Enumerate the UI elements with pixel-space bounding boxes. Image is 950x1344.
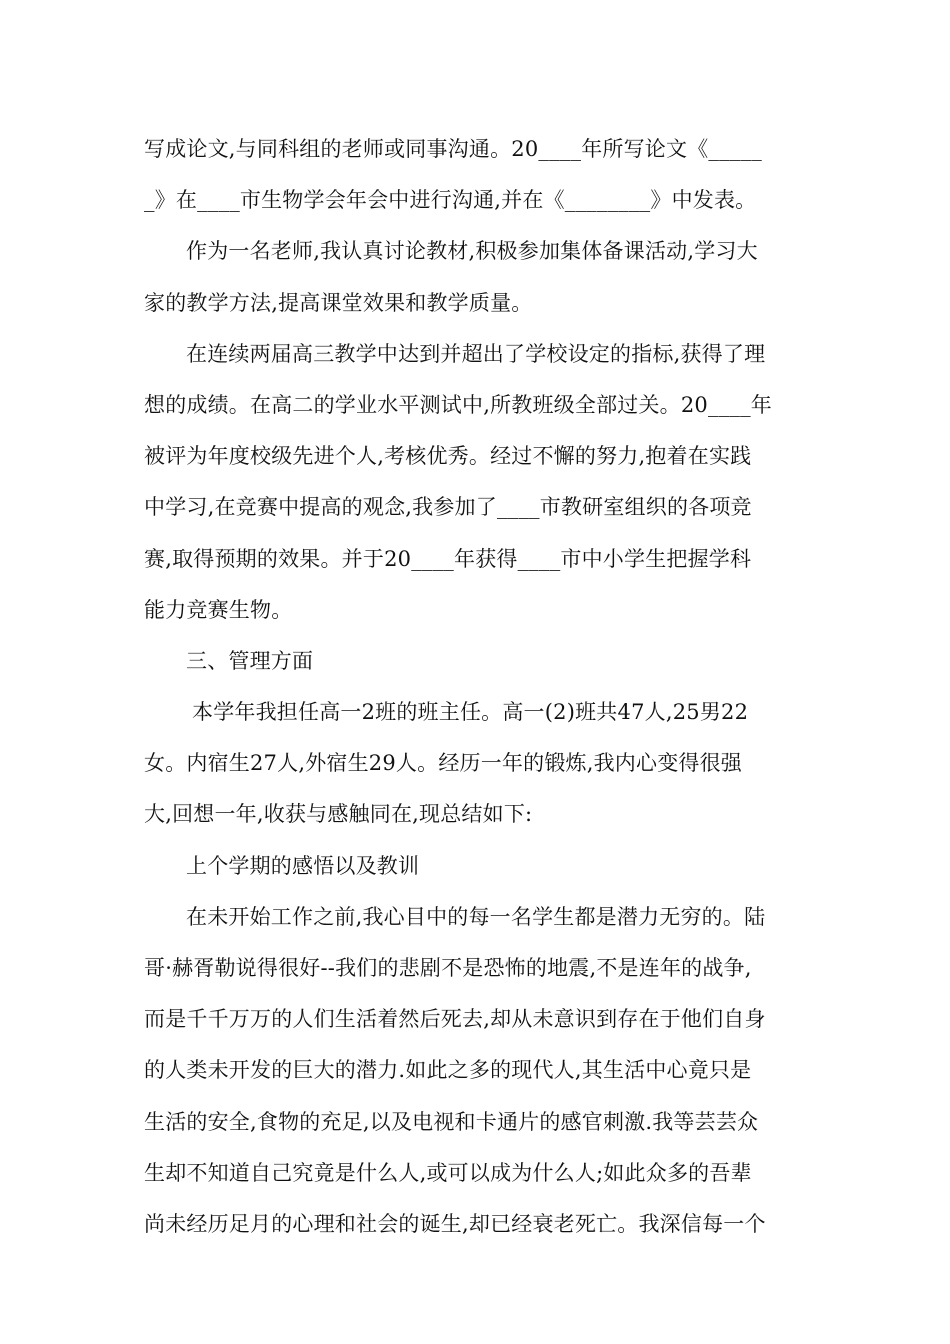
text-line: 女。内宿生27人,外宿生29人。经历一年的锻炼,我内心变得很强	[144, 751, 742, 776]
text-line: 大,回想一年,收获与感触同在,现总结如下:	[144, 802, 533, 827]
text-line: 写成论文,与同科组的老师或同事沟通。20____年所写论文《_____	[144, 137, 762, 161]
document-body	[144, 124, 812, 1250]
paragraph-start-line: 在未开始工作之前,我心目中的每一名学生都是潜力无穷的。陆	[186, 904, 766, 929]
text-line: 想的成绩。在高二的学业水平测试中,所教班级全部过关。20____年	[144, 392, 772, 417]
text-line: _》在____市生物学会年会中进行沟通,并在《________》中发表。	[144, 188, 757, 213]
text-line: 的人类未开发的巨大的潜力.如此之多的现代人,其生活中心竟只是	[144, 1058, 752, 1083]
text-line: 而是千千万万的人们生活着然后死去,却从未意识到存在于他们自身	[144, 1007, 766, 1032]
text-line: 哥·赫胥勒说得很好--我们的悲剧不是恐怖的地震,不是连年的战争,	[144, 956, 752, 980]
paragraph-start-line: 作为一名老师,我认真讨论教材,积极参加集体备课活动,学习大	[186, 239, 758, 264]
text-line: 生活的安全,食物的充足,以及电视和卡通片的感官刺激.我等芸芸众	[144, 1109, 759, 1134]
text-line: 赛,取得预期的效果。并于20____年获得____市中小学生把握学科	[144, 546, 752, 571]
text-line: 能力竞赛生物。	[144, 597, 293, 622]
text-line: 生却不知道自己究竟是什么人,或可以成为什么人;如此众多的吾辈	[144, 1160, 752, 1185]
subsection-heading: 上个学期的感悟以及教训	[186, 853, 420, 878]
paragraph-start-line: 本学年我担任高一2班的班主任。高一(2)班共47人,25男22	[192, 700, 749, 725]
text-line: 尚未经历足月的心理和社会的诞生,却已经衰老死亡。我深信每一个	[144, 1211, 766, 1236]
section-heading: 三、管理方面	[186, 648, 314, 673]
text-line: 被评为年度校级先进个人,考核优秀。经过不懈的努力,抱着在实践	[144, 444, 752, 469]
text-line: 中学习,在竞赛中提高的观念,我参加了____市教研室组织的各项竞	[144, 495, 752, 520]
text-line: 家的教学方法,提高课堂效果和教学质量。	[144, 290, 533, 315]
paragraph-start-line: 在连续两届高三教学中达到并超出了学校设定的指标,获得了理	[186, 341, 766, 366]
